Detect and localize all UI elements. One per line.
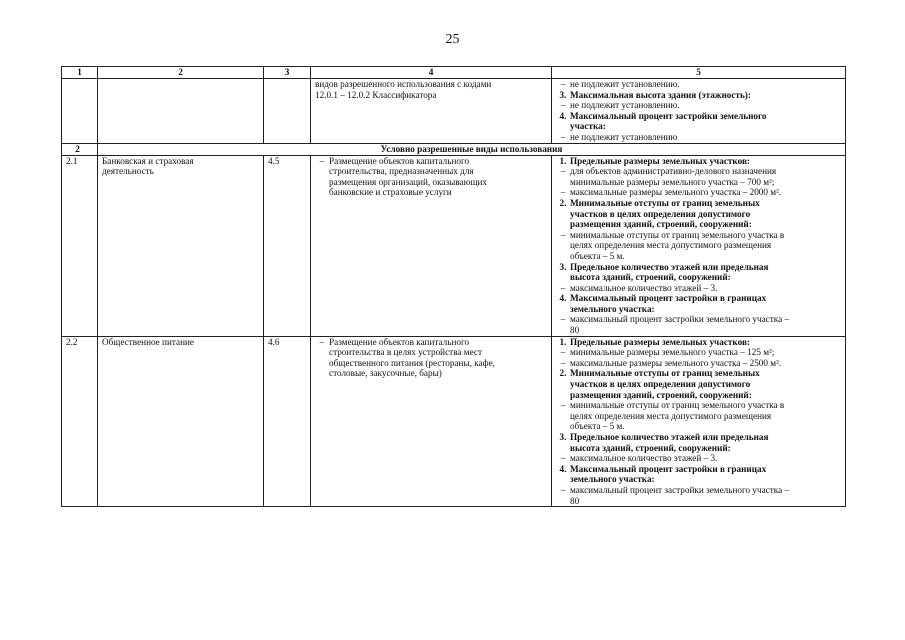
parameter-value — [556, 400, 841, 432]
description-lines: видов разрешенного использования с кодами 12.0.1 – 12.0.2 Классификатора — [315, 79, 492, 100]
parameter-text: Максимальный процент застройки в границах земельного участка: — [570, 293, 767, 314]
parameter-text: минимальные отступы от границ земельного участка в целях определения места допустимого размещения объекта – 5 м. — [570, 400, 785, 432]
row-description — [311, 155, 552, 336]
dash-marker: – — [560, 131, 566, 142]
parameter-text: минимальные отступы от границ земельного участка в целях определения места допустимого размещения объекта – 5 м. — [570, 229, 785, 261]
page-number: 25 — [445, 32, 460, 47]
parameter-text: для объектов административно-делового назначения минимальные размеры земельного участка – 700 м²; — [570, 166, 777, 187]
parameter-text: не подлежит установлению. — [570, 100, 680, 111]
dash-marker: – — [560, 187, 566, 198]
parameter-text: Минимальные отступы от границ земельных участков в целях определения допустимого размещения зданий, строений, сооружений: — [570, 368, 760, 400]
header-cell: 2 — [98, 67, 264, 79]
item-number: 1. — [559, 155, 567, 166]
parameter-value — [556, 314, 841, 335]
dash-marker: – — [560, 166, 566, 177]
item-number: 3. — [559, 432, 567, 442]
parameter-value — [556, 100, 841, 111]
parameter-text: Предельное количество этажей или предельная высота зданий, строений, сооружений: — [570, 261, 769, 283]
row-parameters — [552, 155, 846, 336]
row-number: 2.1 — [62, 155, 98, 336]
description-item — [315, 156, 547, 198]
parameter-list — [556, 79, 841, 143]
parameter-text: максимальные размеры земельного участка – 2500 м². — [570, 357, 782, 368]
parameter-text: максимальный процент застройки земельного участка – 80 — [570, 314, 790, 336]
row-code: 4.6 — [264, 336, 311, 507]
row-code: 4.5 — [264, 155, 311, 336]
dash-marker: – — [560, 282, 566, 293]
dash-marker: – — [319, 155, 325, 166]
section-title: Условно разрешенные виды использования — [98, 143, 846, 155]
parameter-text: не подлежит установлению. — [570, 79, 680, 89]
parameter-value — [556, 358, 841, 369]
dash-marker: – — [560, 484, 566, 495]
parameter-value — [556, 132, 841, 143]
row-description — [311, 336, 552, 507]
parameter-text: Предельные размеры земельных участков: — [570, 155, 750, 166]
header-cell: 1 — [62, 67, 98, 79]
parameter-text: Предельные размеры земельных участков: — [570, 336, 750, 347]
description-item — [315, 337, 547, 379]
section-row — [62, 143, 846, 155]
parameter-text: Минимальные отступы от границ земельных участков в целях определения допустимого размещения зданий, строений, сооружений: — [570, 197, 760, 230]
table-row — [62, 155, 846, 336]
parameter-text: не подлежит установлению — [570, 131, 678, 142]
parameter-value — [556, 347, 841, 358]
dash-marker: – — [560, 229, 566, 240]
parameter-value — [556, 79, 841, 90]
item-number: 2. — [559, 368, 567, 379]
row-parameters — [552, 336, 846, 507]
dash-marker: – — [560, 347, 566, 358]
parameter-text: максимальный процент застройки земельного участка – 80 — [570, 484, 790, 506]
parameter-text: Предельное количество этажей или предельная высота зданий, строений, сооружений: — [570, 432, 769, 453]
dash-marker: – — [560, 100, 566, 111]
description-text: Размещение объектов капитального строительства в целях устройства мест общественного питания (рестораны, кафе, столовые, закусочные, бары) — [329, 336, 495, 379]
row-name: Общественное питание — [98, 336, 264, 507]
dash-marker: – — [319, 336, 325, 347]
header-cell: 3 — [264, 67, 311, 79]
continuation-description — [311, 79, 552, 144]
section-number: 2 — [62, 143, 98, 155]
parameter-heading — [556, 432, 841, 453]
continuation-row — [62, 79, 846, 144]
continuation-parameters — [552, 79, 846, 144]
description-text: Размещение объектов капитального строительства, предназначенных для размещения организаций, оказывающих банковские и страховые услуги — [329, 155, 488, 198]
parameter-text: максимальное количество этажей – 3. — [570, 282, 718, 293]
parameter-heading — [556, 337, 841, 348]
parameter-value — [556, 230, 841, 262]
item-number: 4. — [559, 293, 567, 304]
item-number: 1. — [559, 336, 567, 347]
row-name: Банковская и страховая деятельность — [98, 155, 264, 336]
parameter-text: Максимальный процент застройки в границах земельного участка: — [570, 463, 767, 485]
item-number: 3. — [559, 89, 567, 100]
regulations-table — [61, 66, 846, 507]
parameter-text: максимальное количество этажей – 3. — [570, 453, 718, 464]
table-row — [62, 336, 846, 507]
parameter-heading — [556, 293, 841, 314]
parameter-text: максимальные размеры земельного участка – 2000 м². — [570, 187, 782, 198]
parameter-heading — [556, 368, 841, 400]
parameter-heading — [556, 464, 841, 485]
parameter-text: Максимальная высота здания (этажность): — [570, 89, 751, 100]
dash-marker: – — [560, 400, 566, 411]
header-row — [62, 67, 846, 79]
header-cell: 5 — [552, 67, 846, 79]
parameter-value — [556, 166, 841, 187]
parameter-heading — [556, 262, 841, 283]
dash-marker: – — [560, 453, 566, 464]
dash-marker: – — [560, 357, 566, 368]
parameter-heading — [556, 156, 841, 167]
parameter-value — [556, 187, 841, 198]
row-number: 2.2 — [62, 336, 98, 507]
item-number: 2. — [559, 197, 567, 208]
header-cell: 4 — [311, 67, 552, 79]
parameter-text: Максимальный процент застройки земельного участка: — [570, 110, 767, 132]
parameter-value — [556, 453, 841, 464]
item-number: 3. — [559, 261, 567, 272]
dash-marker: – — [560, 79, 566, 89]
parameter-heading — [556, 90, 841, 101]
dash-marker: – — [560, 314, 566, 325]
item-number: 4. — [559, 110, 567, 121]
parameter-value — [556, 485, 841, 506]
parameter-value — [556, 283, 841, 294]
parameter-text: минимальные размеры земельного участка – 125 м²; — [570, 347, 775, 358]
parameter-heading — [556, 111, 841, 132]
item-number: 4. — [559, 463, 567, 474]
parameter-heading — [556, 198, 841, 230]
